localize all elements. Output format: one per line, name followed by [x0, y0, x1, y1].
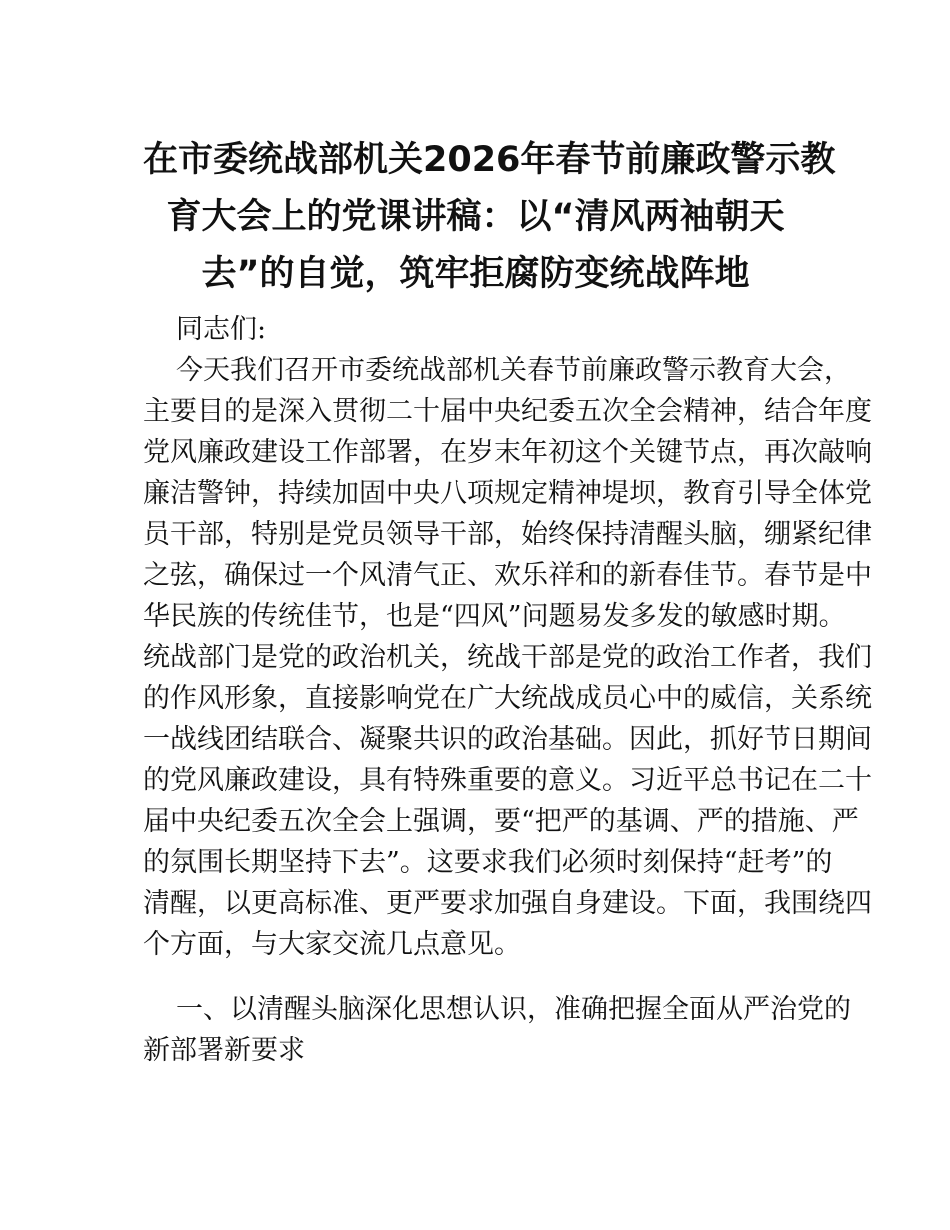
text-line: 清醒，以更高标准、更严要求加强自身建设。下面，我围绕四	[143, 888, 872, 919]
text-line: 主要目的是深入贯彻二十届中央纪委五次全会精神，结合年度	[143, 396, 872, 427]
text-line: 华民族的传统佳节，也是“四风”问题易发多发的敏感时期。	[143, 601, 846, 632]
document-title	[143, 132, 836, 303]
title-line: 育大会上的党课讲稿：以“清风两袖朝天	[166, 197, 785, 237]
text-line: 员干部，特别是党员领导干部，始终保持清醒头脑，绷紧纪律	[143, 519, 872, 550]
salutation: 同志们:	[176, 314, 267, 345]
text-line: 之弦，确保过一个风清气正、欢乐祥和的新春佳节。春节是中	[143, 560, 872, 591]
title-line: 在市委统战部机关2026年春节前廉政警示教	[143, 140, 836, 180]
text-line: 的作风形象，直接影响党在广大统战成员心中的威信，关系统	[143, 683, 872, 714]
text-line: 新部署新要求	[143, 1035, 305, 1066]
text-line: 届中央纪委五次全会上强调，要“把严的基调、严的措施、严	[143, 806, 859, 837]
text-line: 一、以清醒头脑深化思想认识，准确把握全面从严治党的	[176, 994, 851, 1025]
text-line: 党风廉政建设工作部署，在岁末年初这个关键节点，再次敲响	[143, 437, 872, 468]
title-line: 去”的自觉，筑牢拒腐防变统战阵地	[201, 254, 750, 294]
text-line: 一战线团结联合、凝聚共识的政治基础。因此，抓好节日期间	[143, 724, 872, 755]
paragraph	[143, 350, 872, 965]
paragraph	[143, 989, 851, 1071]
text-line: 的氛围长期坚持下去”。这要求我们必须时刻保持“赶考”的	[143, 847, 833, 878]
text-line: 的党风廉政建设，具有特殊重要的意义。习近平总书记在二十	[143, 765, 872, 796]
text-line: 廉洁警钟，持续加固中央八项规定精神堤坝，教育引导全体党	[143, 478, 872, 509]
document-body	[143, 309, 872, 1071]
text-line: 个方面，与大家交流几点意见。	[143, 929, 521, 960]
text-line: 统战部门是党的政治机关，统战干部是党的政治工作者，我们	[143, 642, 872, 673]
text-line: 今天我们召开市委统战部机关春节前廉政警示教育大会，	[176, 355, 851, 386]
